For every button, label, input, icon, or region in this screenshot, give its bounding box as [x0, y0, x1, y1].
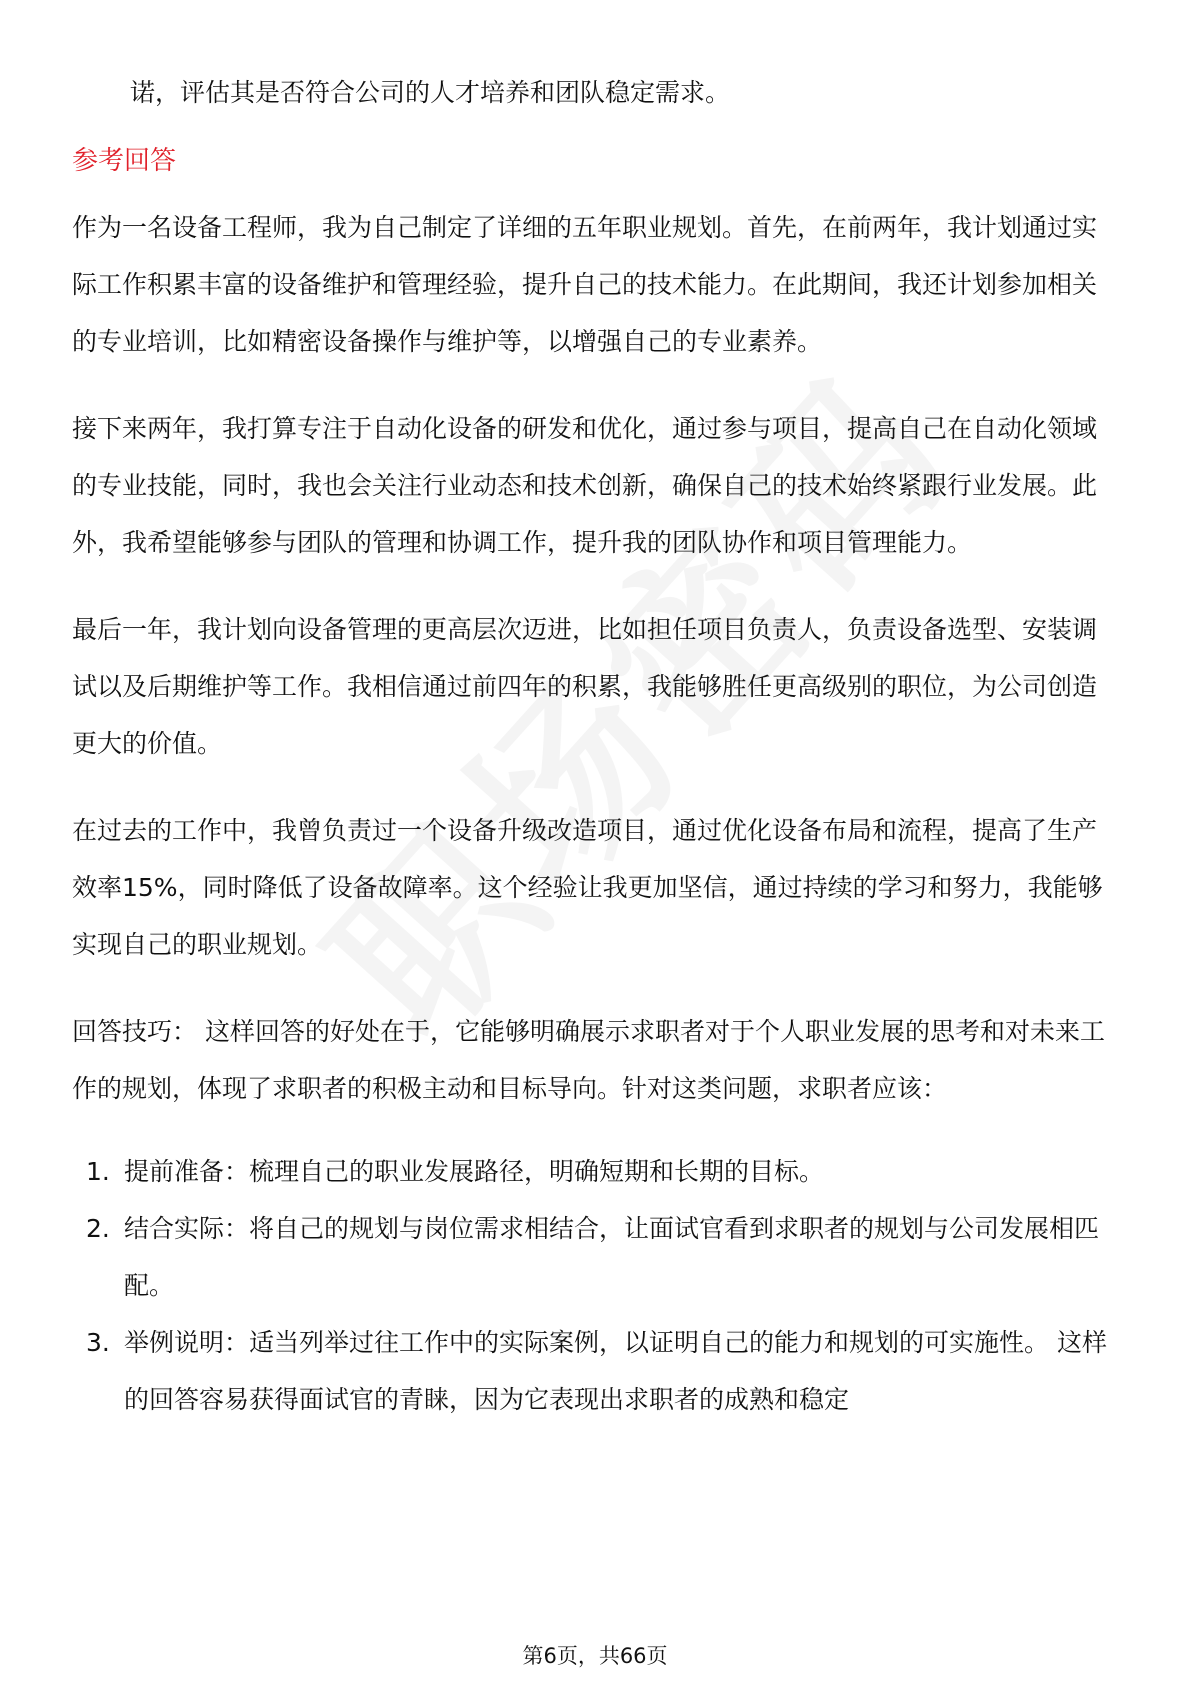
page-number-footer: 第6页，共66页 [522, 1644, 668, 1668]
list-item-number: 2. [86, 1214, 110, 1243]
answer-paragraph-2: 接下来两年，我打算专注于自动化设备的研发和优化，通过参与项目，提高自己在自动化领域的专业技能，同时，我也会关注行业动态和技术创新，确保自己的技术始终紧跟行业发展。此外，我希望能够参与团队的管理和协调工作，提升我的团队协作和项目管理能力。 [72, 414, 1098, 557]
list-item [72, 1314, 1118, 1428]
answer-paragraph-4: 在过去的工作中，我曾负责过一个设备升级改造项目，通过优化设备布局和流程，提高了生产效率15%，同时降低了设备故障率。这个经验让我更加坚信，通过持续的学习和努力，我能够实现自己的职业规划。 [72, 816, 1103, 959]
list-item-text: 举例说明：适当列举过往工作中的实际案例，以证明自己的能力和规划的可实施性。 这样的回答容易获得面试官的青睐，因为它表现出求职者的成熟和稳定 [124, 1328, 1107, 1414]
page-content [72, 64, 1118, 1428]
list-item-number: 3. [86, 1328, 110, 1357]
list-item [72, 1143, 1118, 1200]
intro-continuation: 诺，评估其是否符合公司的人才培养和团队稳定需求。 [130, 78, 731, 107]
answer-paragraph-1: 作为一名设备工程师，我为自己制定了详细的五年职业规划。首先，在前两年，我计划通过实际工作积累丰富的设备维护和管理经验，提升自己的技术能力。在此期间，我还计划参加相关的专业培训，比如精密设备操作与维护等，以增强自己的专业素养。 [72, 213, 1098, 356]
list-item-text: 结合实际：将自己的规划与岗位需求相结合，让面试官看到求职者的规划与公司发展相匹配。 [124, 1214, 1100, 1300]
section-heading: 参考回答 [72, 146, 177, 176]
tips-list [72, 1143, 1118, 1428]
tips-intro-paragraph: 回答技巧： 这样回答的好处在于，它能够明确展示求职者对于个人职业发展的思考和对未来工作的规划，体现了求职者的积极主动和目标导向。针对这类问题，求职者应该： [72, 1017, 1105, 1103]
list-item [72, 1200, 1118, 1314]
answer-paragraph-3: 最后一年，我计划向设备管理的更高层次迈进，比如担任项目负责人，负责设备选型、安装调试以及后期维护等工作。我相信通过前四年的积累，我能够胜任更高级别的职位，为公司创造更大的价值。 [72, 615, 1098, 758]
list-item-number: 1. [86, 1157, 110, 1186]
list-item-text: 提前准备：梳理自己的职业发展路径，明确短期和长期的目标。 [124, 1157, 825, 1186]
